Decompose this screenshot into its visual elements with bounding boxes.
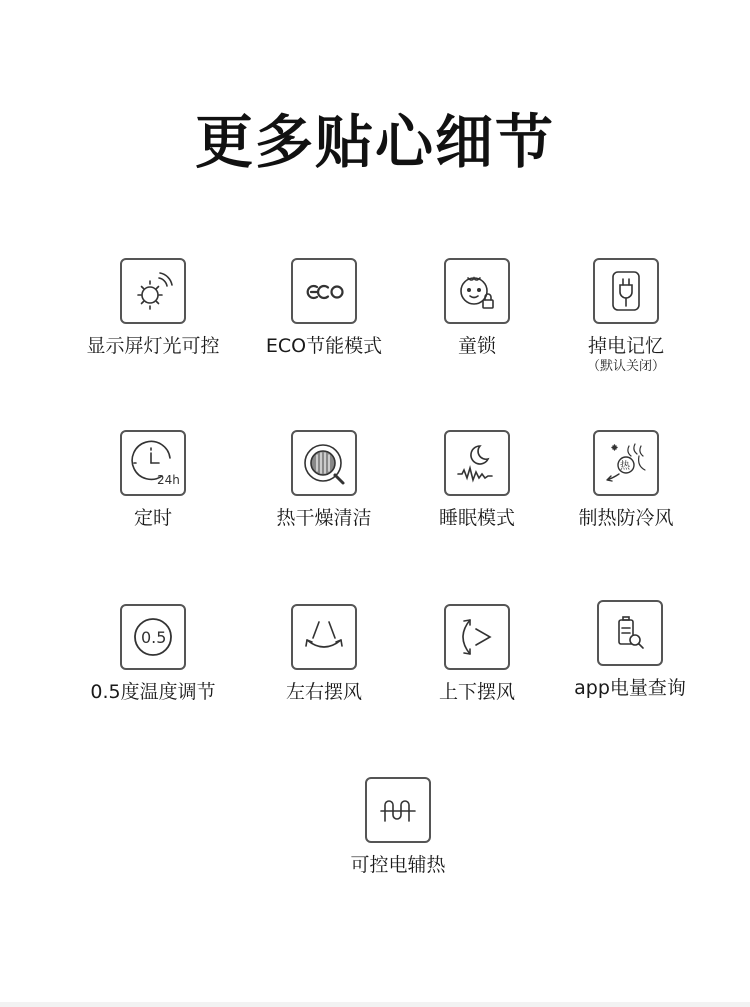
feature-label: 制热防冷风 <box>578 507 674 529</box>
display-light-icon <box>120 258 186 324</box>
feature-child-lock <box>392 258 562 358</box>
child-lock-icon <box>444 258 510 324</box>
feature-heat-anti-cold <box>541 430 711 530</box>
feature-sleep <box>392 430 562 530</box>
feature-label: 0.5度温度调节 <box>90 681 216 703</box>
horizontal-swing-icon <box>291 604 357 670</box>
vertical-swing-icon <box>444 604 510 670</box>
half-degree-text: 0.5 <box>141 628 167 647</box>
feature-label: app电量查询 <box>574 677 686 699</box>
bottom-divider <box>0 1002 750 1007</box>
heat-text: 热 <box>620 461 630 472</box>
dry-clean-icon <box>291 430 357 496</box>
feature-sublabel: （默认关闭） <box>586 359 665 374</box>
feature-battery-search <box>545 600 715 700</box>
feature-label: 显示屏灯光可控 <box>86 335 220 357</box>
feature-electric-heater <box>313 777 483 877</box>
feature-label: 热干燥清洁 <box>276 507 372 529</box>
electric-heater-icon <box>365 777 431 843</box>
feature-timer <box>68 430 238 530</box>
feature-display-light <box>68 258 238 358</box>
feature-label: 上下摆风 <box>438 681 515 703</box>
feature-half-degree <box>68 604 238 704</box>
feature-horizontal-swing <box>239 604 409 704</box>
feature-eco <box>239 258 409 358</box>
page-title: 更多贴心细节 <box>194 108 555 176</box>
feature-label: 掉电记忆 <box>587 335 664 357</box>
feature-label: 睡眠模式 <box>438 507 515 529</box>
half-degree-icon <box>120 604 186 670</box>
feature-vertical-swing <box>392 604 562 704</box>
feature-power-memory <box>541 258 711 376</box>
power-plug-icon <box>593 258 659 324</box>
eco-icon <box>291 258 357 324</box>
sleep-moon-icon <box>444 430 510 496</box>
battery-search-icon <box>597 600 663 666</box>
feature-dry-clean <box>239 430 409 530</box>
heat-anti-cold-icon <box>593 430 659 496</box>
feature-label: 童锁 <box>457 335 496 357</box>
feature-label: 左右摆风 <box>285 681 362 703</box>
timer-clock-icon <box>120 430 186 496</box>
feature-label: 定时 <box>133 507 172 529</box>
timer-text: 24h <box>157 473 180 487</box>
feature-label: 可控电辅热 <box>350 854 446 876</box>
feature-label: ECO节能模式 <box>265 335 383 357</box>
